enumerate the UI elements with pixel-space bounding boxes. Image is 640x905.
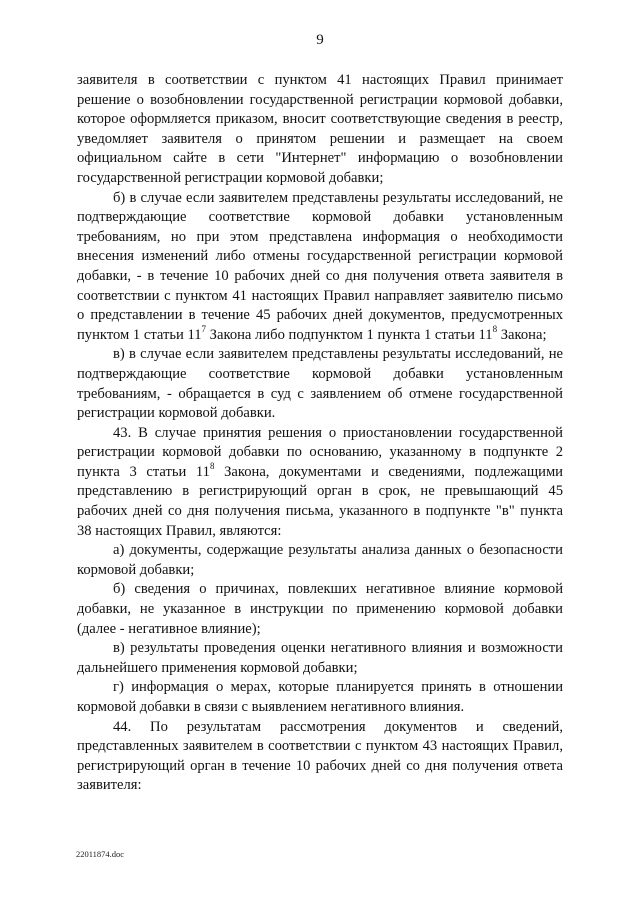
superscript: 8 bbox=[209, 461, 215, 472]
paragraph-text: 43. В случае принятия решения о приостановлении государственной регистрации кормовой добавки по основанию, указанному в подпункте 2 пункта 3 статьи 11 bbox=[77, 424, 563, 480]
superscript: 7 bbox=[201, 323, 207, 334]
paragraph-continuation: заявителя в соответствии с пунктом 41 настоящих Правил принимает решение о возобновлении государственной регистрации кормовой добавки, которое оформляется приказом, вносит соответствующие сведения в реестр, уведомляет заявителя о принятом решении и размещает на своем официальном сайте в сети "Интернет" информацию о возобновлении государственной регистрации кормовой добавки; bbox=[77, 72, 563, 186]
paragraph-text: Закона, документами и сведениями, подлежащими представлению в регистрирующий орган в срок, не превышающий 45 рабочих дней со дня получения письма, указанного в подпункте "в" пункта 38 настоящих Правил, являются: bbox=[77, 463, 563, 539]
paragraph-item-v: в) в случае если заявителем представлены результаты исследований, не подтверждающие соответствие кормовой добавки установленным требованиям, - обращается в суд с заявлением об отмене государственной регистрации кормовой добавки. bbox=[77, 346, 563, 422]
paragraph-text: б) в случае если заявителем представлены результаты исследований, не подтверждающие соответствие кормовой добавки установленным требованиям, но при этом представлена информация о необходимости внесения изменений либо отмены государственной регистрации кормовой добавки, - в течение 10 рабочих дней со дня получения ответа заявителя в соответствии с пунктом 41 настоящих Правил направляет заявителю письмо о представлении в течение 45 рабочих дней документов, предусмотренных пунктом 1 статьи 11 bbox=[77, 189, 563, 343]
paragraph-43-item-a: а) документы, содержащие результаты анализа данных о безопасности кормовой добавки; bbox=[77, 542, 563, 578]
document-body bbox=[77, 71, 563, 796]
document-footer-filename: 22011874.doc bbox=[76, 849, 125, 859]
paragraph-43-item-b: б) сведения о причинах, повлекших негативное влияние кормовой добавки, не указанное в инструкции по применению кормовой добавки (далее - негативное влияние); bbox=[77, 581, 563, 637]
paragraph-43 bbox=[77, 424, 563, 542]
paragraph-text: Закона либо подпунктом 1 пункта 1 статьи 11 bbox=[206, 326, 493, 343]
superscript: 8 bbox=[492, 323, 498, 334]
paragraph-44: 44. По результатам рассмотрения документов и сведений, представленных заявителем в соответствии с пунктом 43 настоящих Правил, регистрирующий орган в течение 10 рабочих дней со дня получения ответа заявителя: bbox=[77, 718, 563, 794]
paragraph-text: Закона; bbox=[497, 326, 547, 343]
paragraph-43-item-v: в) результаты проведения оценки негативного влияния и возможности дальнейшего применения кормовой добавки; bbox=[77, 640, 563, 676]
paragraph-item-b bbox=[77, 189, 563, 346]
paragraph-43-item-g: г) информация о мерах, которые планируется принять в отношении кормовой добавки в связи с выявлением негативного влияния. bbox=[77, 679, 563, 715]
page-number: 9 bbox=[316, 32, 324, 48]
